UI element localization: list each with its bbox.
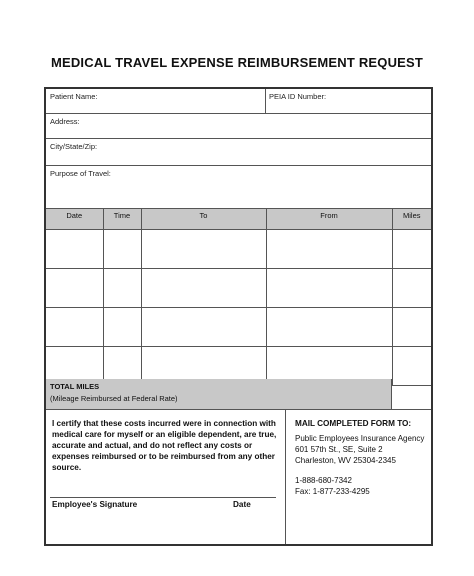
city-row	[46, 139, 431, 166]
total-miles-row	[46, 379, 431, 410]
header-time: Time	[103, 209, 141, 229]
total-miles-label-cell	[46, 379, 392, 409]
from-cell[interactable]	[266, 229, 392, 268]
from-cell[interactable]	[266, 307, 392, 346]
section-divider	[285, 410, 286, 544]
form-title: MEDICAL TRAVEL EXPENSE REIMBURSEMENT REQUEST	[50, 55, 424, 70]
reimbursement-form	[44, 87, 433, 546]
row-divider	[265, 89, 266, 113]
miles-cell[interactable]	[392, 307, 431, 346]
time-cell[interactable]	[103, 307, 141, 346]
mail-fax: Fax: 1-877-233-4295	[295, 487, 370, 496]
travel-table	[46, 209, 431, 386]
purpose-field[interactable]: Purpose of Travel:	[50, 169, 111, 178]
from-cell[interactable]	[266, 268, 392, 307]
purpose-row	[46, 166, 431, 209]
date-cell[interactable]	[46, 268, 103, 307]
mail-heading: MAIL COMPLETED FORM TO:	[295, 419, 412, 428]
date-cell[interactable]	[46, 229, 103, 268]
certification-text: I certify that these costs incurred were in connection with medical care for myself or an eligible dependent, are true, accurate and actual, and do not reflect any costs or expenses reimbursed or to be reimbursed from any other source.	[52, 419, 277, 472]
mail-phone: 1-888-680-7342	[295, 476, 352, 485]
table-row	[46, 307, 431, 346]
time-cell[interactable]	[103, 229, 141, 268]
mail-street: 601 57th St., SE, Suite 2	[295, 445, 383, 454]
mailing-address	[295, 418, 429, 497]
table-row	[46, 229, 431, 268]
miles-cell[interactable]	[392, 268, 431, 307]
to-cell[interactable]	[141, 268, 266, 307]
mail-city: Charleston, WV 25304-2345	[295, 456, 396, 465]
header-from: From	[266, 209, 392, 229]
mail-org: Public Employees Insurance Agency	[295, 434, 425, 443]
to-cell[interactable]	[141, 229, 266, 268]
header-miles: Miles	[392, 209, 431, 229]
bottom-section	[46, 410, 431, 544]
date-label: Date	[233, 500, 251, 509]
address-row	[46, 114, 431, 139]
patient-name-field[interactable]: Patient Name:	[50, 92, 98, 101]
signature-label: Employee's Signature	[52, 500, 138, 509]
peia-id-field[interactable]: PEIA ID Number:	[269, 92, 327, 101]
total-miles-label: TOTAL MILES	[50, 382, 100, 391]
miles-cell[interactable]	[392, 229, 431, 268]
city-state-zip-field[interactable]: City/State/Zip:	[50, 142, 98, 151]
header-to: To	[141, 209, 266, 229]
patient-row	[46, 89, 431, 114]
time-cell[interactable]	[103, 268, 141, 307]
address-field[interactable]: Address:	[50, 117, 80, 126]
mileage-note: (Mileage Reimbursed at Federal Rate)	[50, 394, 178, 403]
table-row	[46, 268, 431, 307]
signature-line[interactable]	[50, 497, 276, 498]
date-cell[interactable]	[46, 307, 103, 346]
to-cell[interactable]	[141, 307, 266, 346]
header-date: Date	[46, 209, 103, 229]
